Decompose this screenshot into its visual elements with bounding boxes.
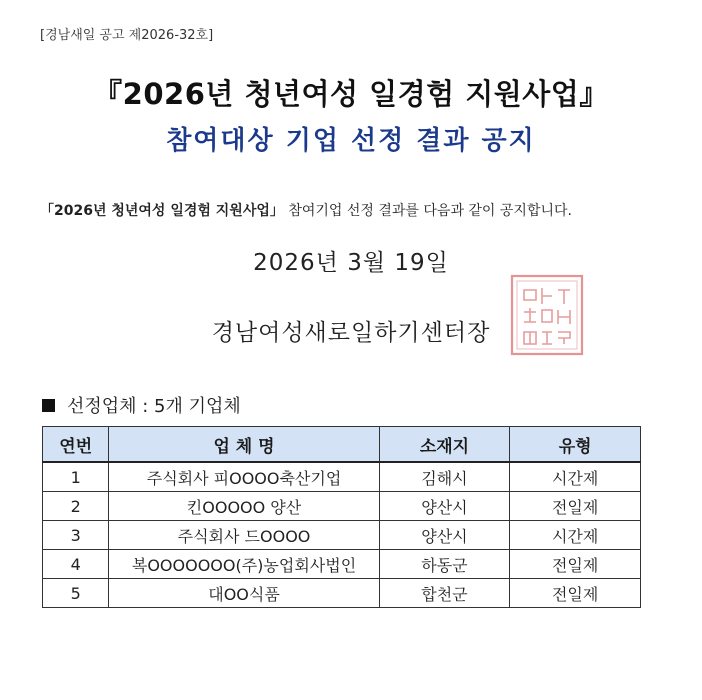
page-subtitle: 참여대상 기업 선정 결과 공지 [166,126,536,156]
intro-program-name: 「2026년 청년여성 일경험 지원사업」 [40,203,284,219]
cell-company-name: 주식회사 드OOOO [109,521,379,550]
cell-type: 시간제 [510,462,641,492]
cell-no: 5 [43,579,109,608]
cell-location: 합천군 [379,579,510,608]
cell-type: 전일제 [510,579,641,608]
cell-location: 김해시 [379,462,510,492]
header-company-name: 업 체 명 [109,427,379,463]
cell-location: 양산시 [379,521,510,550]
issuer-name: 경남여성새로일하기센터장 [211,320,491,346]
table-row [43,579,641,608]
cell-company-name: 킨OOOOO 양산 [109,492,379,521]
cell-no: 2 [43,492,109,521]
header-type: 유형 [510,427,641,463]
table-row [43,462,641,492]
cell-no: 4 [43,550,109,579]
cell-company-name: 복OOOOOOO(주)농업회사법인 [109,550,379,579]
notice-date: 2026년 3월 19일 [253,250,449,276]
cell-company-name: 주식회사 피OOOO축산기업 [109,462,379,492]
table-row [43,521,641,550]
cell-no: 3 [43,521,109,550]
section-title-text: 선정업체 : 5개 기업체 [67,396,241,417]
selection-table [42,426,641,608]
cell-type: 전일제 [510,492,641,521]
cell-company-name: 대OO식품 [109,579,379,608]
cell-location: 하동군 [379,550,510,579]
cell-location: 양산시 [379,492,510,521]
official-seal-icon [508,272,586,358]
intro-text: 참여기업 선정 결과를 다음과 같이 공지합니다. [283,203,572,219]
table-header-row [43,427,641,463]
page-title: 『2026년 청년여성 일경험 지원사업』 [93,77,609,111]
intro-paragraph [40,200,572,220]
table-row [43,550,641,579]
cell-type: 시간제 [510,521,641,550]
header-location: 소재지 [379,427,510,463]
section-title [42,392,241,418]
table-row [43,492,641,521]
header-no: 연번 [43,427,109,463]
notice-number: [경남새일 공고 제2026-32호] [40,28,214,43]
cell-no: 1 [43,462,109,492]
cell-type: 전일제 [510,550,641,579]
square-bullet-icon [42,399,55,412]
